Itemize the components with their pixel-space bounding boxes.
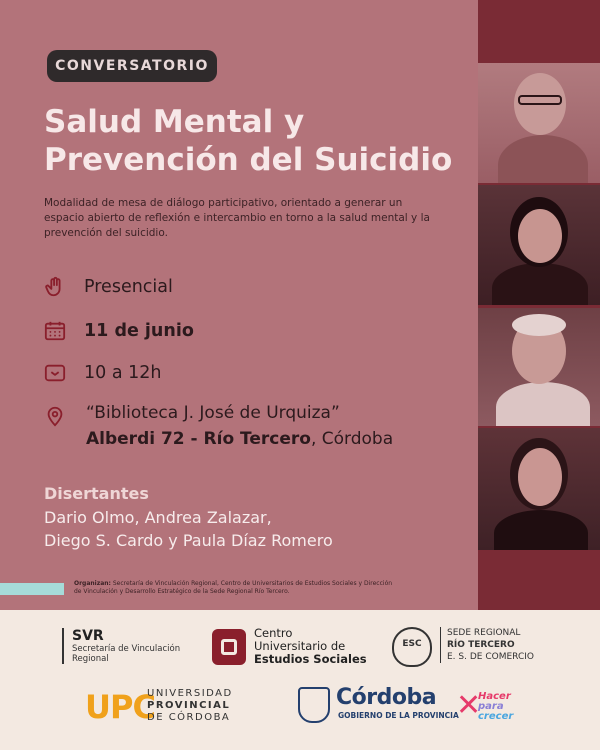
speaker-photo-3 [478,308,600,426]
title-line-1: Salud Mental y [44,104,305,140]
organizers-label: Organizan: [74,580,111,587]
cordoba-shield-icon [298,687,330,723]
event-type-badge: CONVERSATORIO [47,50,217,82]
date-text: 11 de junio [84,321,194,341]
upc-line-2: PROVINCIAL [147,700,231,711]
venue-name: “Biblioteca J. José de Urquiza” [86,403,340,423]
ceus-line-1: Centro [254,626,293,640]
ceus-line-2: Universitario de [254,639,346,653]
speakers-line-1: Dario Olmo, Andrea Zalazar, [44,508,272,527]
speaker-photo-2 [478,185,600,305]
venue-address-city: , Córdoba [310,429,394,449]
hand-icon [44,276,66,298]
svr-logo-title: SVR [72,628,104,644]
speakers-list [44,506,464,552]
speakers-line-2: Diego S. Cardo y Paula Díaz Romero [44,531,333,550]
upc-line-3: DE CÓRDOBA [147,712,231,723]
modality-text: Presencial [84,277,173,297]
x-mark-icon: ✕ [456,688,482,723]
location-pin-icon [44,405,66,427]
clock-window-icon [44,362,66,384]
date-row [44,320,194,342]
esc-line-2: RÍO TERCERO [447,640,515,650]
event-description: Modalidad de mesa de diálogo participativo, orientado a generar un espacio abierto de reflexión e intercambio en torno a la salud mental y la prevención del suicidio. [44,197,430,239]
hacer-line-3: crecer [478,711,514,722]
svr-logo-sub1: Secretaría de Vinculación [72,644,181,654]
speaker-photo-4 [478,428,600,550]
esc-line-3: E. S. DE COMERCIO [447,652,534,662]
cordoba-name: Córdoba [336,685,437,710]
modality-row [44,276,173,298]
upc-mark: UPC [85,688,155,726]
time-row [44,362,161,384]
venue-address [86,429,446,449]
ceus-line-3: Estudios Sociales [254,652,367,666]
page-title [44,103,474,179]
speaker-photo-1 [478,63,600,183]
esc-line-1: SEDE REGIONAL [447,628,521,638]
ceus-mark-icon [212,629,246,665]
venue-address-street: Alberdi 72 - Río Tercero [86,429,311,449]
hacer-line-2: para [478,701,504,712]
title-line-2: Prevención del Suicidio [44,142,453,178]
organizers-note [74,580,394,596]
organizers-text: Secretaría de Vinculación Regional, Centro de Universitarios de Estudios Sociales y Dirección de Vinculación y Desarrollo Estratégico de la Sede Regional Río Tercero. [74,580,393,595]
time-text: 10 a 12h [84,363,162,383]
cordoba-sub: GOBIERNO DE LA PROVINCIA [338,711,459,720]
calendar-icon [44,320,66,342]
esc-seal-text: ESC [402,639,422,649]
accent-bar [0,583,64,595]
svr-logo-sub2: Regional [72,654,109,664]
svr-logo [62,628,180,664]
hacer-line-1: Hacer [478,691,511,702]
speakers-label: Disertantes [44,484,149,503]
upc-line-1: UNIVERSIDAD [147,688,233,699]
